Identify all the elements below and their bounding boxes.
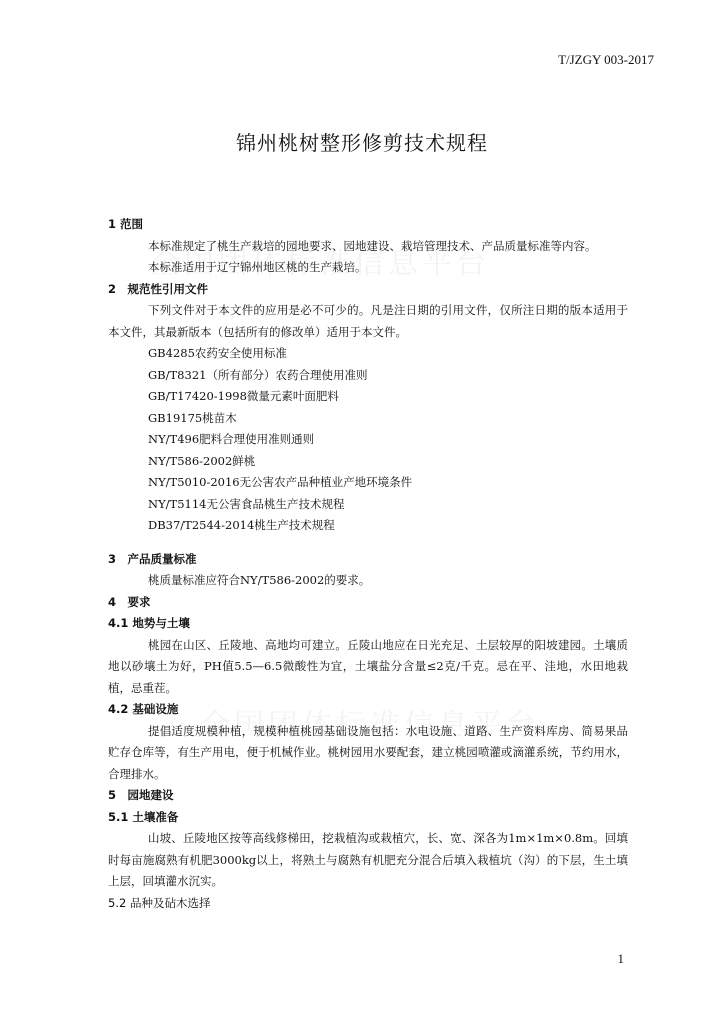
reference-item: GB19175桃苗木 (148, 410, 237, 425)
paragraph: 桃园在山区、丘陵地、高地均可建立。丘陵山地应在日光充足、土层较厚的阳坡建园。土壤质地以砂壤土为好，PH值5.5—6.5微酸性为宜，土壤盐分含量≤2克/千克。忌在平、洼地，水田地栽植，忌重茬。 (108, 637, 628, 695)
subsection-heading-5-2: 5.2 品种及砧木选择 (108, 895, 211, 910)
reference-list (108, 343, 628, 537)
subsection-heading-4-1: 4.1 地势与土壤 (108, 616, 190, 630)
subsection-heading-4-2: 4.2 基础设施 (108, 702, 179, 716)
section-heading-5: 5 园地建设 (108, 788, 174, 802)
reference-item: NY/T496肥料合理使用准则通则 (148, 432, 315, 446)
paragraph: 提倡适度规模种植，规模种植桃园基础设施包括：水电设施、道路、生产资料库房、简易果品贮存仓库等，有生产用电，便于机械作业。桃树园用水要配套，建立桃园喷灌或滴灌系统，节约用水，合理排水。 (108, 723, 628, 781)
document-title: 锦州桃树整形修剪技术规程 (236, 131, 488, 155)
section-heading-3: 3 产品质量标准 (108, 551, 197, 566)
reference-item: GB/T8321（所有部分）农药合理使用准则 (148, 367, 368, 382)
paragraph: 本标准适用于辽宁锦州地区桃的生产栽培。 (148, 260, 367, 274)
reference-item: NY/T5114无公害食品桃生产技术规程 (148, 496, 345, 511)
reference-item: GB/T17420-1998微量元素叶面肥料 (148, 389, 339, 403)
paragraph: 本标准规定了桃生产栽培的园地要求、园地建设、栽培管理技术、产品质量标准等内容。 (148, 238, 597, 253)
section-heading-4: 4 要求 (108, 594, 151, 609)
paragraph: 山坡、丘陵地区按等高线修梯田，挖栽植沟或栽植穴，长、宽、深各为1m×1m×0.8m。回填时每亩施腐熟有机肥3000kg以上，将熟土与腐熟有机肥充分混合后填入栽植坑（沟）的下层，生土填上层，回填灌水沉实。 (108, 831, 628, 888)
subsection-heading-5-1: 5.1 土壤准备 (108, 809, 179, 824)
reference-item: NY/T5010-2016无公害农产品种植业产地环境条件 (148, 475, 413, 489)
reference-item: GB4285农药安全使用标准 (148, 346, 287, 360)
section-heading-1: 1 范围 (108, 217, 144, 231)
paragraph: 下列文件对于本文件的应用是必不可少的。凡是注日期的引用文件，仅所注日期的版本适用于本文件，其最新版本（包括所有的修改单）适用于本文件。 (108, 303, 628, 339)
document-body (108, 214, 628, 914)
standard-code: T/JZGY 003-2017 (558, 52, 654, 67)
section-heading-2: 2 规范性引用文件 (108, 281, 209, 296)
paragraph: 桃质量标准应符合NY/T586-2002的要求。 (148, 573, 371, 587)
reference-item: DB37/T2544-2014桃生产技术规程 (148, 518, 335, 532)
page-number: 1 (617, 951, 624, 966)
reference-item: NY/T586-2002鲜桃 (148, 453, 256, 468)
